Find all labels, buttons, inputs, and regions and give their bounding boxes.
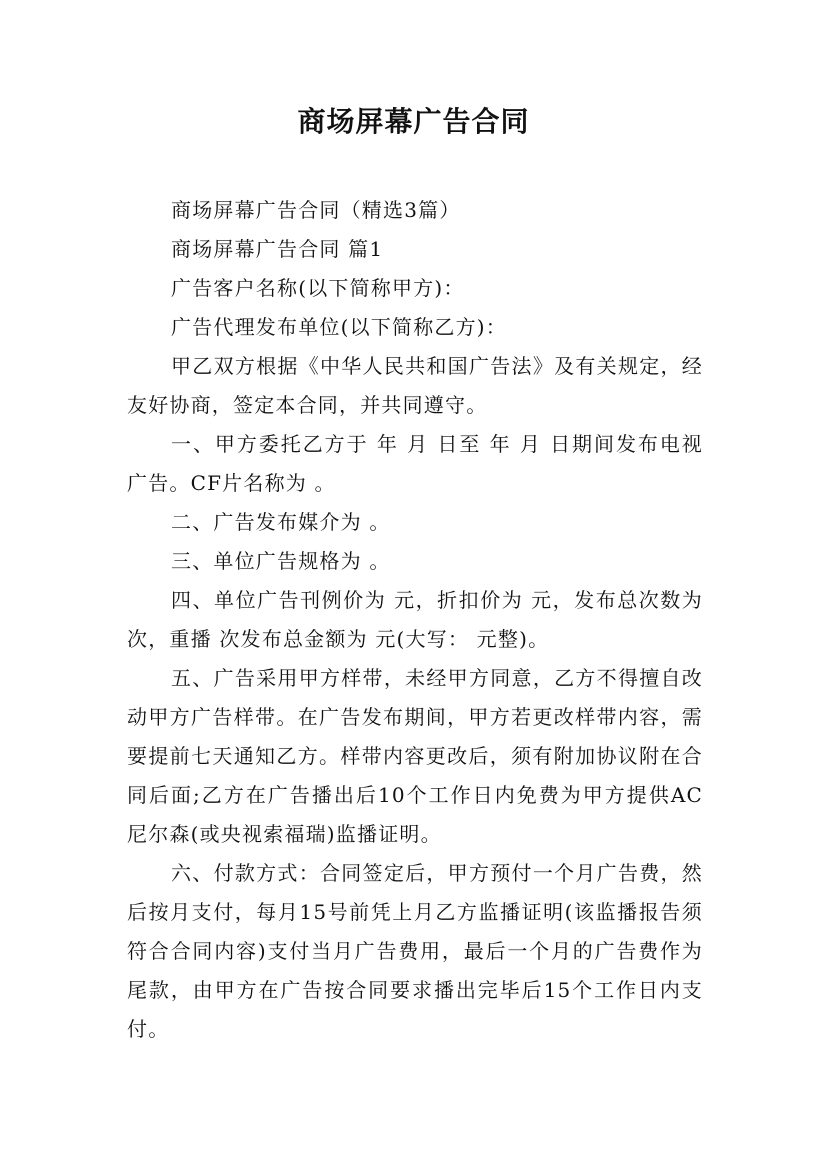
paragraph-clause-2: 二、广告发布媒介为 。: [171, 510, 391, 534]
paragraph-part-heading: 商场屏幕广告合同 篇1: [171, 237, 384, 261]
paragraph-clause-5: 五、广告采用甲方样带，未经甲方同意，乙方不得擅自改动甲方广告样带。在广告发布期间，甲方若更改样带内容，需要提前七天通知乙方。样带内容更改后，须有附加协议附在合同后面;乙方在广告播出后10个工作日内免费为甲方提供AC尼尔森(或央视索福瑞)监播证明。: [127, 666, 703, 846]
paragraph-subtitle: 商场屏幕广告合同（精选3篇）: [171, 198, 461, 222]
paragraph-clause-4: 四、单位广告刊例价为 元，折扣价为 元，发布总次数为 次，重播 次发布总金额为 元(大写： 元整)。: [127, 588, 703, 651]
paragraph-clause-6: 六、付款方式：合同签定后，甲方预付一个月广告费，然后按月支付，每月15号前凭上月乙方监播证明(该监播报告须符合合同内容)支付当月广告费用，最后一个月的广告费作为尾款，由甲方在广告按合同要求播出完毕后15个工作日内支付。: [127, 861, 703, 1041]
paragraph-clause-3: 三、单位广告规格为 。: [171, 549, 391, 573]
document-title: 商场屏幕广告合同: [297, 105, 530, 138]
document-body: [127, 191, 703, 1049]
paragraph-clause-1: 一、甲方委托乙方于 年 月 日至 年 月 日期间发布电视广告。CF片名称为 。: [127, 432, 703, 495]
paragraph-preamble: 甲乙双方根据《中华人民共和国广告法》及有关规定，经友好协商，签定本合同，并共同遵守。: [127, 354, 703, 417]
paragraph-party-a: 广告客户名称(以下简称甲方)：: [171, 276, 465, 300]
paragraph-party-b: 广告代理发布单位(以下简称乙方)：: [171, 315, 508, 339]
